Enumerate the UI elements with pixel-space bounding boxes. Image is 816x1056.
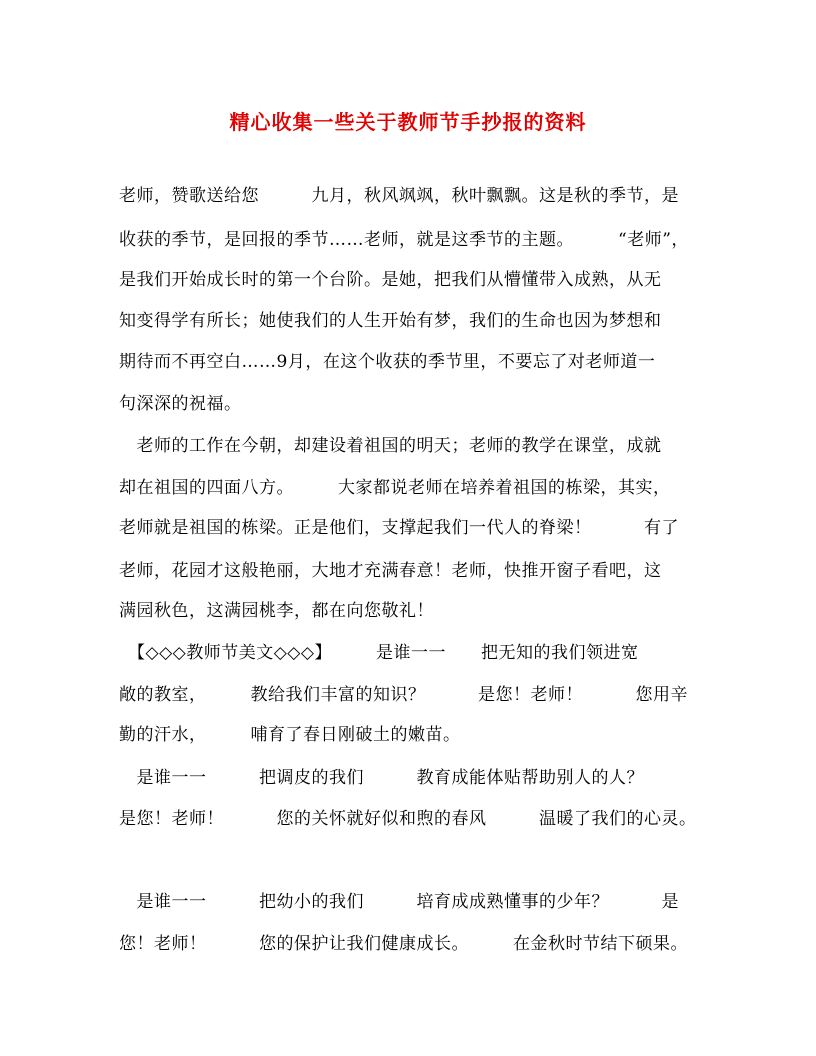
- paragraph-line: 是谁一一 把幼小的我们 培育成成熟懂事的少年？ 是: [119, 892, 679, 912]
- paragraph-line: 期待而不再空白……9月，在这个收获的季节里，不要忘了对老师道一: [119, 352, 656, 372]
- paragraph-line: 老师的工作在今朝，却建设着祖国的明天；老师的教学在课堂，成就: [119, 436, 662, 456]
- paragraph-line: 您！老师！ 您的保护让我们健康成长。 在金秋时节结下硕果。: [119, 934, 688, 954]
- paragraph-line: 是我们开始成长时的第一个台阶。是她，把我们从懵懂带入成熟，从无: [119, 270, 662, 290]
- paragraph-line: 敞的教室， 教给我们丰富的知识？ 是您！老师！ 您用辛: [119, 685, 688, 705]
- paragraph-line: 老师就是祖国的栋梁。正是他们，支撑起我们一代人的脊梁！ 有了: [119, 518, 679, 538]
- paragraph-line: 收获的季节，是回报的季节……老师，就是这季节的主题。 “老师”，: [119, 230, 689, 250]
- paragraph-line: 【◇◇◇教师节美文◇◇◇】 是谁一一 把无知的我们领进宽: [119, 643, 639, 663]
- paragraph-line: 老师，花园才这般艳丽，大地才充满春意！老师，快推开窗子看吧，这: [119, 561, 662, 581]
- paragraph-line: 句深深的祝福。: [119, 394, 242, 414]
- paragraph-line: 勤的汗水， 哺育了春日刚破土的嫩苗。: [119, 725, 461, 745]
- paragraph-line: 老师，赞歌送给您 九月，秋风飒飒，秋叶飘飘。这是秋的季节，是: [119, 186, 679, 206]
- paragraph-line: 是您！老师！ 您的关怀就好似和煦的春风 温暖了我们的心灵。: [119, 809, 697, 829]
- document-title: 精心收集一些关于教师节手抄报的资料: [229, 110, 587, 134]
- paragraph-line: 却在祖国的四面八方。 大家都说老师在培养着祖国的栋梁，其实，: [119, 478, 671, 498]
- paragraph-line: 知变得学有所长；她使我们的人生开始有梦，我们的生命也因为梦想和: [119, 311, 662, 331]
- paragraph-line: 满园秋色，这满园桃李，都在向您敬礼！: [119, 601, 434, 621]
- paragraph-line: 是谁一一 把调皮的我们 教育成能体贴帮助别人的人？: [119, 768, 644, 788]
